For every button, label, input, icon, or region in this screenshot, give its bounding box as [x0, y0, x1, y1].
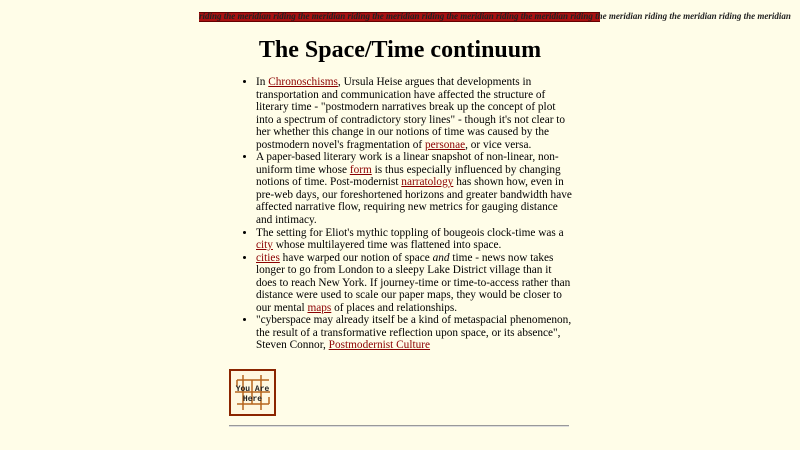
emphasis-text: and [432, 251, 450, 264]
item-text: In [256, 76, 269, 88]
list-item [256, 76, 572, 151]
item-text: is thus especially influenced by changing notions of time. Post-modernist [256, 163, 561, 189]
horizontal-rule [229, 425, 569, 427]
banner-text: riding the meridian riding the meridian riding the meridian riding the meridian riding the meridian riding the meridian riding the meridian riding the meridian [199, 11, 791, 21]
item-text: has shown how, even in pre-web days, our foreshortened horizons and greater bandwidth have affected narrative flow, requiring new metrics for gauging distance and intimacy. [256, 176, 572, 227]
logo-line1: You Are [235, 385, 270, 394]
item-text: whose multilayered time was flattened into space. [272, 239, 502, 252]
item-text: time - news now takes longer to go from London to a sleepy Lake District village than it does to reach New York. If journey-time or time-to-access rather than distance were used to scale our paper maps, they would be closer to our mental [256, 251, 571, 314]
chronoschisms-link[interactable]: Chronoschisms [268, 76, 338, 88]
item-text: A paper-based literary work is a linear snapshot of non-linear, non-uniform time whose [256, 151, 559, 176]
personae-link[interactable]: personae [424, 138, 466, 151]
list-item [256, 314, 572, 352]
form-link[interactable]: form [349, 163, 372, 176]
list-item [256, 227, 572, 252]
list-item [256, 252, 572, 315]
item-text: The setting for Eliot's mythic toppling of bougeois clock-time was a [256, 226, 564, 239]
meridian-banner [199, 11, 791, 22]
cities-link[interactable]: cities [256, 251, 280, 264]
item-text: of places and relationships. [331, 301, 458, 314]
narratology-link[interactable]: narratology [401, 176, 454, 189]
page-title: The Space/Time continuum [258, 37, 542, 63]
topic-list [256, 76, 572, 352]
item-text: , Ursula Heise argues that developments in transportation and communication have affected the structure of literary time - "postmodern narratives break up the concept of plot into a spectrum of contradictory story lines" - though it's not clear to her whether this change in our notions of time was caused by the postmodern novel's fragmentation of [256, 76, 566, 151]
maps-link[interactable]: maps [307, 301, 332, 314]
item-text: have warped our notion of space [279, 251, 433, 264]
list-item [256, 151, 572, 226]
logo-line2: Here [242, 395, 263, 404]
you-are-here-logo[interactable] [229, 369, 276, 416]
city-link[interactable]: city [256, 239, 273, 252]
postmodernist-culture-link[interactable]: Postmodernist Culture [328, 339, 431, 352]
item-text: "cyberspace may already itself be a kind of metaspacial phenomenon, the result of a transformative reflection upon space, or its absence", Steven Connor, [256, 314, 572, 352]
item-text: , or vice versa. [465, 138, 532, 151]
